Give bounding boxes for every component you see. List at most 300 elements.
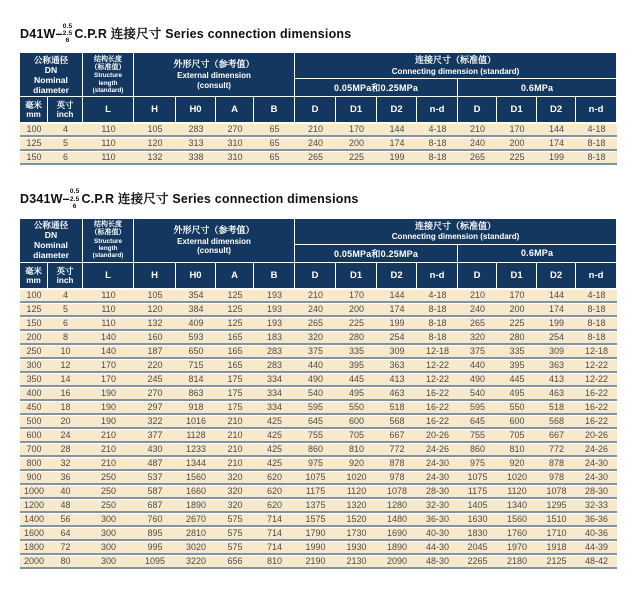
cell: 595 — [295, 401, 336, 415]
cell: 265 — [295, 151, 336, 165]
title-suffix: C.P.R 连接尺寸 Series connection dimensions — [81, 192, 359, 207]
cell: 310 — [216, 137, 254, 151]
cell: 863 — [176, 387, 216, 401]
external-cn-label: 外形尺寸（参考值） — [173, 224, 255, 235]
cell: 283 — [176, 123, 216, 137]
d41w-table-section — [20, 24, 640, 165]
cell: 125 — [216, 317, 254, 331]
cell: 2125 — [537, 555, 576, 569]
header-external-dimension — [134, 53, 295, 97]
cell: 8-18 — [417, 331, 458, 345]
title-suffix: C.P.R 连接尺寸 Series connection dimensions — [74, 27, 352, 41]
external-en-label-2: (consult) — [197, 246, 231, 256]
unit-inch-cn: 英寸 — [56, 100, 74, 111]
cell: 200 — [497, 303, 537, 317]
header-row-groups — [20, 53, 617, 79]
structure-cn-label-1: 结构长度 — [94, 55, 123, 63]
header-col-D1-low: D1 — [336, 263, 377, 289]
cell: 1233 — [176, 443, 216, 457]
cell: 225 — [336, 317, 377, 331]
cell: 36-36 — [576, 513, 617, 527]
pressure-value: 6 — [72, 202, 77, 210]
cell: 1830 — [458, 527, 497, 541]
cell: 1095 — [134, 555, 176, 569]
cell: 48-30 — [417, 555, 458, 569]
cell: 810 — [336, 443, 377, 457]
cell: 170 — [336, 123, 377, 137]
cell: 495 — [497, 387, 537, 401]
structure-en-label-3: (standard) — [92, 252, 124, 260]
cell: 132 — [134, 151, 176, 165]
cell: 12-22 — [417, 359, 458, 373]
table-header — [20, 53, 617, 123]
cell: 250 — [83, 485, 134, 499]
cell: 170 — [497, 123, 537, 137]
table-row — [20, 429, 617, 443]
cell: 1930 — [336, 541, 377, 555]
cell: 160 — [134, 331, 176, 345]
cell: 210 — [216, 443, 254, 457]
cell: 2810 — [176, 527, 216, 541]
cell: 110 — [83, 151, 134, 165]
cell: 16-22 — [417, 401, 458, 415]
unit-mm-cn: 毫米 — [25, 100, 42, 111]
cell: 1020 — [336, 471, 377, 485]
cell: 2670 — [176, 513, 216, 527]
cell: 1075 — [458, 471, 497, 485]
cell: 144 — [377, 289, 417, 303]
unit-mm-en: mm — [26, 110, 41, 120]
cell: 320 — [216, 499, 254, 513]
cell: 375 — [295, 345, 336, 359]
cell: 250 — [83, 499, 134, 513]
d341w-table-section — [20, 189, 640, 568]
cell: 250 — [20, 345, 48, 359]
cell: 309 — [377, 345, 417, 359]
cell: 2000 — [20, 555, 48, 569]
cell: 1730 — [336, 527, 377, 541]
cell: 20-26 — [576, 429, 617, 443]
header-col-D1-low: D1 — [336, 97, 377, 123]
cell: 2045 — [458, 541, 497, 555]
table-row — [20, 303, 617, 317]
cell: 225 — [497, 151, 537, 165]
cell: 150 — [20, 317, 48, 331]
cell: 4-18 — [576, 123, 617, 137]
cell: 772 — [377, 443, 417, 457]
cell: 975 — [295, 457, 336, 471]
header-col-D-high: D — [458, 97, 497, 123]
cell: 1660 — [176, 485, 216, 499]
cell: 425 — [254, 443, 295, 457]
unit-inch-cn: 英寸 — [56, 265, 74, 276]
cell: 10 — [48, 345, 83, 359]
cell: 8-18 — [576, 317, 617, 331]
cell: 1340 — [497, 499, 537, 513]
cell: 705 — [336, 429, 377, 443]
cell: 575 — [216, 527, 254, 541]
cell: 193 — [254, 303, 295, 317]
cell: 1128 — [176, 429, 216, 443]
nominal-en-label-2: diameter — [33, 250, 69, 261]
cell: 814 — [176, 373, 216, 387]
header-unit-mm — [20, 97, 48, 123]
cell: 8 — [48, 331, 83, 345]
cell: 1375 — [295, 499, 336, 513]
cell: 810 — [497, 443, 537, 457]
cell: 772 — [537, 443, 576, 457]
cell: 714 — [254, 513, 295, 527]
nominal-en-label-2: diameter — [33, 85, 69, 96]
cell: 320 — [216, 471, 254, 485]
header-unit-inch — [48, 97, 83, 123]
cell: 900 — [20, 471, 48, 485]
cell: 32-30 — [417, 499, 458, 513]
header-col-B: B — [254, 97, 295, 123]
structure-cn-label-1: 结构长度 — [94, 221, 123, 229]
cell: 40-30 — [417, 527, 458, 541]
cell: 183 — [254, 331, 295, 345]
cell: 170 — [336, 289, 377, 303]
cell: 1710 — [537, 527, 576, 541]
cell: 714 — [254, 541, 295, 555]
header-col-nd-high: n-d — [576, 263, 617, 289]
cell: 210 — [295, 289, 336, 303]
structure-cn-label-2: （标准值） — [90, 64, 126, 72]
cell: 283 — [254, 359, 295, 373]
cell: 1970 — [497, 541, 537, 555]
header-col-D1-high: D1 — [497, 97, 537, 123]
cell: 975 — [458, 457, 497, 471]
header-structure-length — [83, 219, 134, 263]
table-row — [20, 527, 617, 541]
cell: 2190 — [295, 555, 336, 569]
title-prefix: D41W– — [20, 27, 63, 41]
cell: 6 — [48, 151, 83, 165]
cell: 12 — [48, 359, 83, 373]
cell: 187 — [134, 345, 176, 359]
header-unit-mm — [20, 263, 48, 289]
cell: 409 — [176, 317, 216, 331]
cell: 575 — [216, 513, 254, 527]
cell: 1630 — [458, 513, 497, 527]
cell: 413 — [377, 373, 417, 387]
cell: 144 — [537, 123, 576, 137]
cell: 425 — [254, 457, 295, 471]
cell: 24-30 — [417, 471, 458, 485]
cell: 4 — [48, 123, 83, 137]
connecting-en-label: Connecting dimension (standard) — [391, 232, 520, 242]
table-row — [20, 471, 617, 485]
cell: 335 — [336, 345, 377, 359]
connecting-en-label: Connecting dimension (standard) — [391, 66, 520, 76]
header-connecting-dimension — [295, 53, 617, 79]
cell: 40-36 — [576, 527, 617, 541]
cell: 12-18 — [417, 345, 458, 359]
d41w-table-body — [20, 123, 617, 165]
cell: 200 — [336, 137, 377, 151]
cell: 550 — [497, 401, 537, 415]
cell: 210 — [83, 429, 134, 443]
cell: 313 — [176, 137, 216, 151]
cell: 1918 — [537, 541, 576, 555]
header-col-B: B — [254, 263, 295, 289]
cell: 18 — [48, 401, 83, 415]
cell: 800 — [20, 457, 48, 471]
table-row — [20, 401, 617, 415]
cell: 1175 — [295, 485, 336, 499]
cell: 65 — [254, 123, 295, 137]
cell: 190 — [83, 415, 134, 429]
cell: 16-22 — [417, 387, 458, 401]
cell: 300 — [83, 527, 134, 541]
cell: 36-30 — [417, 513, 458, 527]
cell: 80 — [48, 555, 83, 569]
title-pressure-stack — [63, 23, 73, 44]
header-col-L: L — [83, 263, 134, 289]
cell: 384 — [176, 303, 216, 317]
cell: 24-30 — [576, 457, 617, 471]
cell: 8-18 — [417, 317, 458, 331]
header-col-D2-low: D2 — [377, 263, 417, 289]
cell: 595 — [458, 401, 497, 415]
cell: 1560 — [176, 471, 216, 485]
cell: 2265 — [458, 555, 497, 569]
cell: 755 — [458, 429, 497, 443]
cell: 600 — [336, 415, 377, 429]
cell: 495 — [336, 387, 377, 401]
header-col-D2-high: D2 — [537, 97, 576, 123]
cell: 1400 — [20, 513, 48, 527]
cell: 320 — [216, 485, 254, 499]
cell: 550 — [336, 401, 377, 415]
cell: 1344 — [176, 457, 216, 471]
cell: 978 — [537, 471, 576, 485]
cell: 334 — [254, 387, 295, 401]
cell: 65 — [254, 137, 295, 151]
external-en-label-1: External dimension — [177, 71, 251, 81]
cell: 300 — [20, 359, 48, 373]
table-row — [20, 443, 617, 457]
cell: 12-22 — [576, 373, 617, 387]
table-header — [20, 219, 617, 289]
cell: 300 — [83, 513, 134, 527]
cell: 170 — [83, 373, 134, 387]
cell: 24 — [48, 429, 83, 443]
cell: 2130 — [336, 555, 377, 569]
cell: 240 — [458, 303, 497, 317]
cell: 1075 — [295, 471, 336, 485]
cell: 335 — [497, 345, 537, 359]
cell: 200 — [497, 137, 537, 151]
cell: 1078 — [537, 485, 576, 499]
cell: 320 — [295, 331, 336, 345]
cell: 132 — [134, 317, 176, 331]
cell: 645 — [458, 415, 497, 429]
cell: 110 — [83, 303, 134, 317]
cell: 125 — [20, 303, 48, 317]
cell: 193 — [254, 317, 295, 331]
cell: 144 — [537, 289, 576, 303]
cell: 1175 — [458, 485, 497, 499]
header-col-A: A — [216, 263, 254, 289]
cell: 12-22 — [576, 359, 617, 373]
cell: 1800 — [20, 541, 48, 555]
cell: 210 — [295, 123, 336, 137]
cell: 245 — [134, 373, 176, 387]
cell: 48-42 — [576, 555, 617, 569]
cell: 210 — [216, 429, 254, 443]
cell: 36 — [48, 471, 83, 485]
cell: 240 — [458, 137, 497, 151]
cell: 860 — [295, 443, 336, 457]
table-row — [20, 415, 617, 429]
cell: 4-18 — [576, 289, 617, 303]
cell: 8-18 — [417, 137, 458, 151]
cell: 210 — [83, 457, 134, 471]
cell: 40 — [48, 485, 83, 499]
table-row — [20, 289, 617, 303]
structure-en-label-2: length — [98, 245, 118, 253]
d341w-dimensions-table — [20, 219, 617, 569]
cell: 810 — [254, 555, 295, 569]
d341w-table-title — [20, 189, 640, 210]
cell: 593 — [176, 331, 216, 345]
cell: 463 — [537, 387, 576, 401]
header-col-D-low: D — [295, 97, 336, 123]
unit-mm-en: mm — [26, 275, 41, 285]
cell: 600 — [20, 429, 48, 443]
cell: 667 — [377, 429, 417, 443]
cell: 210 — [458, 289, 497, 303]
cell: 12-22 — [417, 373, 458, 387]
cell: 24-30 — [417, 457, 458, 471]
cell: 667 — [537, 429, 576, 443]
structure-en-label-3: (standard) — [92, 86, 124, 94]
cell: 4-18 — [417, 289, 458, 303]
table-row — [20, 555, 617, 569]
cell: 250 — [83, 471, 134, 485]
cell: 100 — [20, 123, 48, 137]
cell: 450 — [20, 401, 48, 415]
header-col-H: H — [134, 97, 176, 123]
cell: 620 — [254, 499, 295, 513]
table-row — [20, 499, 617, 513]
unit-mm-cn: 毫米 — [25, 265, 42, 276]
pressure-value: 2.5 — [69, 195, 80, 203]
cell: 918 — [176, 401, 216, 415]
cell: 445 — [336, 373, 377, 387]
table-row — [20, 345, 617, 359]
table-row — [20, 541, 617, 555]
header-col-A: A — [216, 97, 254, 123]
structure-en-label-1: Structure — [94, 237, 123, 245]
cell: 310 — [216, 151, 254, 165]
cell: 5 — [48, 137, 83, 151]
cell: 1890 — [377, 541, 417, 555]
cell: 568 — [537, 415, 576, 429]
cell: 200 — [20, 331, 48, 345]
cell: 32-33 — [576, 499, 617, 513]
cell: 1575 — [295, 513, 336, 527]
cell: 1120 — [497, 485, 537, 499]
cell: 1690 — [377, 527, 417, 541]
table-row — [20, 373, 617, 387]
cell: 125 — [216, 289, 254, 303]
cell: 225 — [336, 151, 377, 165]
cell: 1405 — [458, 499, 497, 513]
cell: 280 — [336, 331, 377, 345]
table-row — [20, 123, 617, 137]
nominal-en-label-1: Nominal — [34, 240, 68, 251]
cell: 1078 — [377, 485, 417, 499]
cell: 174 — [537, 303, 576, 317]
cell: 1200 — [20, 499, 48, 513]
cell: 1120 — [336, 485, 377, 499]
cell: 2090 — [377, 555, 417, 569]
cell: 297 — [134, 401, 176, 415]
cell: 270 — [134, 387, 176, 401]
table-row — [20, 457, 617, 471]
cell: 16 — [48, 387, 83, 401]
cell: 645 — [295, 415, 336, 429]
cell: 714 — [254, 527, 295, 541]
header-col-H: H — [134, 263, 176, 289]
cell: 200 — [336, 303, 377, 317]
cell: 270 — [216, 123, 254, 137]
header-row-columns — [20, 263, 617, 289]
header-col-D1-high: D1 — [497, 263, 537, 289]
cell: 878 — [377, 457, 417, 471]
structure-en-label-2: length — [98, 79, 118, 87]
cell: 537 — [134, 471, 176, 485]
cell: 463 — [377, 387, 417, 401]
cell: 20-26 — [417, 429, 458, 443]
cell: 413 — [537, 373, 576, 387]
cell: 199 — [537, 151, 576, 165]
d41w-dimensions-table — [20, 53, 617, 165]
header-col-nd-low: n-d — [417, 97, 458, 123]
cell: 110 — [83, 123, 134, 137]
table-row — [20, 387, 617, 401]
cell: 105 — [134, 123, 176, 137]
cell: 165 — [216, 345, 254, 359]
cell: 220 — [134, 359, 176, 373]
header-col-nd-low: n-d — [417, 263, 458, 289]
cell: 190 — [83, 401, 134, 415]
d41w-table-title — [20, 24, 640, 45]
cell: 174 — [537, 137, 576, 151]
cell: 500 — [20, 415, 48, 429]
cell: 44-39 — [576, 541, 617, 555]
cell: 140 — [83, 345, 134, 359]
cell: 395 — [336, 359, 377, 373]
cell: 174 — [377, 303, 417, 317]
structure-en-label-1: Structure — [94, 72, 123, 80]
cell: 715 — [176, 359, 216, 373]
cell: 64 — [48, 527, 83, 541]
cell: 440 — [295, 359, 336, 373]
cell: 2180 — [497, 555, 537, 569]
cell: 895 — [134, 527, 176, 541]
nominal-cn-label: 公称通径 — [33, 54, 69, 65]
nominal-cn-label: 公称通径 — [33, 220, 69, 231]
header-col-D2-low: D2 — [377, 97, 417, 123]
cell: 210 — [458, 123, 497, 137]
header-structure-length — [83, 53, 134, 97]
cell: 1280 — [377, 499, 417, 513]
cell: 32 — [48, 457, 83, 471]
